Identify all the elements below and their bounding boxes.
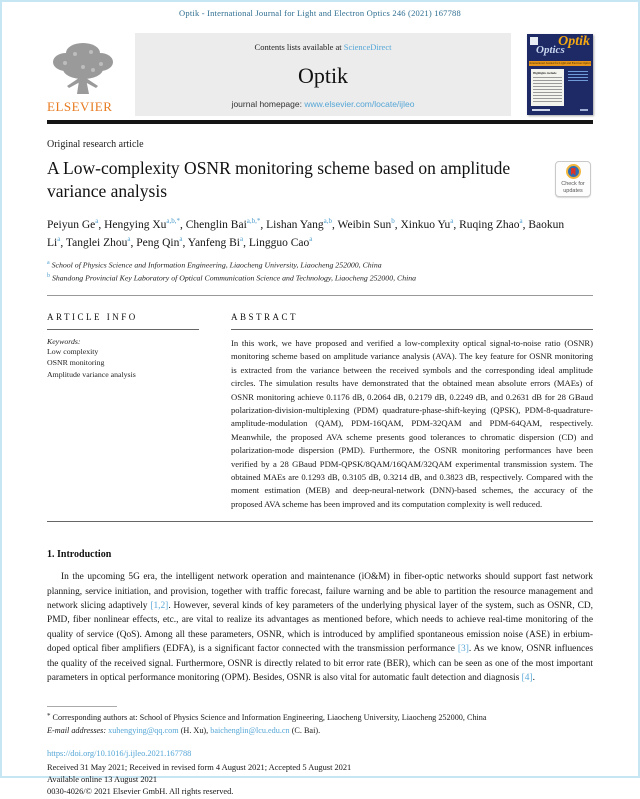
available-online-line: Available online 13 August 2021	[47, 775, 158, 785]
email-suffix: (H. Xu),	[178, 725, 211, 735]
author-name: Tanglei Zhou	[65, 237, 128, 250]
contents-line	[139, 42, 507, 52]
author-name: Hengying Xu	[104, 219, 167, 232]
affiliations	[47, 259, 593, 284]
journal-running-head: Optik - International Journal for Light and Electron Optics 246 (2021) 167788	[179, 8, 461, 18]
author-name: Ruqing Zhao	[459, 219, 520, 232]
author-name: Peiyun Ge	[47, 219, 96, 232]
banner-center-panel	[135, 33, 511, 116]
author-sep: ,	[453, 219, 460, 232]
cover-footer-line	[532, 109, 550, 111]
keyword: OSNR monitoring	[47, 358, 105, 368]
elsevier-logo	[47, 33, 135, 116]
author-affil-sup: a	[239, 235, 244, 244]
author-affil-sup: a	[179, 235, 183, 244]
journal-title: Optik	[297, 62, 349, 88]
copyright-line: 0030-4026/© 2021 Elsevier GmbH. All rights reserved.	[47, 787, 234, 797]
author-affil-sup: a	[57, 235, 61, 244]
cover-subtitle: Optics	[536, 44, 565, 56]
homepage-line	[139, 99, 507, 109]
crossmark-icon	[566, 164, 581, 179]
abstract-heading: ABSTRACT	[231, 311, 299, 322]
author-affil-sup: a	[95, 217, 99, 226]
affiliation-b	[47, 272, 593, 284]
author-name: Yanfeng Bi	[187, 237, 240, 250]
keyword: Amplitude variance analysis	[47, 369, 136, 379]
keywords-label: Keywords:	[47, 336, 81, 346]
affiliation-a	[47, 259, 593, 271]
doi-line	[47, 748, 593, 760]
elsevier-tree-icon	[49, 40, 117, 98]
abstract-text: In this work, we have proposed and verified a low-complexity optical signal-to-noise ratio (OSNR) monitoring scheme based on amplitude variance analysis (AVA). The key feature for OSNR monitoring is extracted from the variance between the received symbols and the corresponding ideal amplitude circles. The simulation results have demonstrated that the obtained mean absolute errors (MAEs) of OSNR monitoring achieve 0.1176 dB, 0.2064 dB, 0.2179 dB, 0.2249 dB, and 0.2631 dB for 28 GBaud polarization-division-multiplexing (PDM) quadrature-phase-shift-keying (QPSK), PDM-8-quadrature-amplitude-modulation (QAM), PDM-16QAM, PDM-32QAM and PDM-64QAM, respectively. Meanwhile, the proposed AVA scheme presents good tolerances to chromatic dispersion (CD) and polarization-mode dispersion (PMD). Furthermore, the OSNR monitoring performances have been verified by a 28 GBaud PDM-QPSK/8QAM/16QAM/32QAM experimental transmission system. The obtained MAEs are 0.1293 dB, 0.3105 dB, 0.3214 dB, and 0.3823 dB, respectively. Compared with the moment estimation (MEB) and deep-neural-network (DNN)-based schemes, the accuracy of the proposed AVA scheme has been improved and its computation complexity is well reduced.	[231, 337, 593, 509]
author	[136, 237, 188, 249]
check-badge-text	[561, 181, 585, 194]
author-sep: ,	[180, 219, 186, 232]
introduction-heading: 1. Introduction	[47, 549, 112, 561]
cover-footer-line-2	[580, 109, 588, 111]
author	[186, 219, 266, 231]
author	[459, 219, 528, 231]
homepage-prefix: journal homepage:	[231, 99, 305, 109]
title-row	[47, 157, 593, 203]
author-affil-sup: b	[391, 217, 395, 226]
elsevier-wordmark: ELSEVIER	[47, 99, 113, 114]
intro-text: In the upcoming 5G era, the intelligent network operation and maintenance (iO&M) in fiber-optic networks should support fast network planning, service initiation, and provision, together with traffic forecast, failure warning and be able to partition the resource management and network slicing adaptively	[47, 572, 593, 611]
affil-sup: a	[47, 260, 50, 267]
abstract-column	[231, 312, 593, 511]
author-affil-sup: a,b,*	[166, 217, 180, 226]
author-affil-sup: a	[127, 235, 131, 244]
author	[188, 237, 249, 249]
article-info-heading: ARTICLE INFO	[47, 311, 138, 322]
author-sep: ,	[98, 219, 105, 232]
author	[249, 237, 312, 249]
author-sep: ,	[522, 219, 529, 232]
author	[401, 219, 460, 231]
footnote-star: *	[47, 712, 51, 721]
author	[266, 219, 337, 231]
doi-link[interactable]: https://doi.org/10.1016/j.ijleo.2021.167788	[47, 748, 192, 758]
journal-cover-thumbnail[interactable]	[527, 34, 593, 115]
introduction-paragraph	[47, 570, 593, 685]
author-list	[47, 216, 567, 252]
contents-prefix: Contents lists available at	[254, 42, 344, 52]
author-affil-sup: a,b,*	[246, 217, 261, 226]
email-link-bai[interactable]: baichenglin@lcu.edu.cn	[210, 725, 290, 735]
check-for-updates-badge[interactable]	[555, 161, 591, 197]
author-name: Lishan Yang	[266, 219, 324, 232]
author-sep: ,	[130, 237, 137, 250]
footnote-line	[47, 711, 593, 724]
author-name: Weibin Sun	[337, 219, 392, 232]
author-name: Chenglin Bai	[185, 219, 247, 232]
footnote-divider	[47, 706, 117, 707]
cover-highlights-label: Highlights include	[533, 71, 557, 75]
cover-title: Optik	[558, 34, 590, 49]
article-title: A Low-complexity OSNR monitoring scheme based on amplitude variance analysis	[47, 158, 511, 202]
header-body-divider	[47, 295, 593, 296]
author-affil-sup: a,b	[323, 217, 332, 226]
author	[338, 219, 401, 231]
cover-side-text-lines	[568, 71, 588, 82]
corresponding-author-footnote	[47, 711, 593, 737]
author-affil-sup: a	[450, 217, 454, 226]
bookmark-icon	[571, 168, 576, 176]
info-abstract-section	[47, 312, 593, 511]
article-type-label: Original research article	[47, 139, 144, 150]
author-sep: ,	[60, 237, 66, 250]
homepage-link[interactable]: www.elsevier.com/locate/ijleo	[304, 99, 415, 109]
footnote-text: Corresponding authors at: School of Physics Science and Information Engineering, Liaocheng University, Liaocheng 252000, China	[50, 713, 487, 723]
author	[104, 219, 186, 231]
affil-text: School of Physics Science and Information Engineering, Liaocheng University, Liaocheng 252000, China	[49, 260, 382, 270]
affil-sup: b	[47, 272, 50, 279]
author-affil-sup: a	[309, 235, 313, 244]
author-name: Baokun Li	[47, 219, 565, 250]
sciencedirect-link[interactable]: ScienceDirect	[343, 42, 392, 52]
intro-text: .	[532, 672, 535, 683]
article-footer	[47, 748, 593, 799]
abstract-rule	[231, 329, 593, 330]
paper-page	[2, 8, 638, 799]
journal-banner	[47, 33, 593, 116]
author	[66, 237, 136, 249]
intro-text: . However, several kinds of key parameters of the underlying physical layer of the system, such as OSNR, CD, PMD, fiber nonlinear effects, etc., are vital to realize its advantages as mentioned before, which needs to achieve real-time monitoring of the quality of service (QoS). Among all these parameters, OSNR, which is introduced by amplified spontaneous emission noise (ASE) in erbium-doped optical fiber amplifiers (EDFA), is a significant factor connected with the transmission performance	[47, 600, 593, 655]
email-suffix: (C. Bai).	[289, 725, 321, 735]
check-badge-line1: Check for	[561, 181, 585, 188]
article-info-rule	[47, 329, 199, 330]
author-sep: ,	[243, 237, 249, 250]
author-name: Xinkuo Yu	[400, 219, 451, 232]
affil-text: Shandong Provincial Key Laboratory of Optical Communication Science and Technology, Liaocheng 252000, China	[50, 273, 417, 283]
author-name: Lingguo Cao	[248, 237, 310, 250]
citation-link[interactable]: [4]	[521, 672, 533, 683]
author-sep: ,	[394, 219, 401, 232]
author	[47, 219, 104, 231]
email-line	[47, 725, 593, 737]
cover-highlights-box	[531, 69, 564, 106]
author-affil-sup: a	[519, 217, 523, 226]
cover-tagline: International Journal for Light and Electron Optics	[529, 61, 591, 65]
cover-highlights-lines	[533, 77, 562, 103]
email-label: E-mail addresses:	[47, 725, 109, 735]
received-line: Received 31 May 2021; Received in revised form 4 August 2021; Accepted 5 August 2021	[47, 763, 352, 773]
article-info-column	[47, 312, 199, 511]
check-badge-line2: updates	[563, 187, 583, 194]
author-sep: ,	[260, 219, 267, 232]
banner-divider-rule	[47, 120, 593, 124]
author-sep: ,	[332, 219, 338, 232]
keyword: Low complexity	[47, 346, 99, 356]
email-link-xu[interactable]: xuhengying@qq.com	[108, 725, 179, 735]
citation-link[interactable]: [1,2]	[150, 600, 169, 611]
intro-text: . As we know, OSNR influences the quality of the received signal. Furthermore, OSNR is directly related to bit error rate (BER), which can be seen as one of the most important parameters in optical performance monitoring (OPM). Besides, OSNR is also vital for automatic fault detection and diagnosis	[47, 644, 594, 683]
author-name: Peng Qin	[136, 237, 180, 250]
citation-link[interactable]: [3]	[457, 644, 469, 655]
author-sep: ,	[182, 237, 188, 250]
abstract-bottom-rule	[47, 521, 593, 522]
